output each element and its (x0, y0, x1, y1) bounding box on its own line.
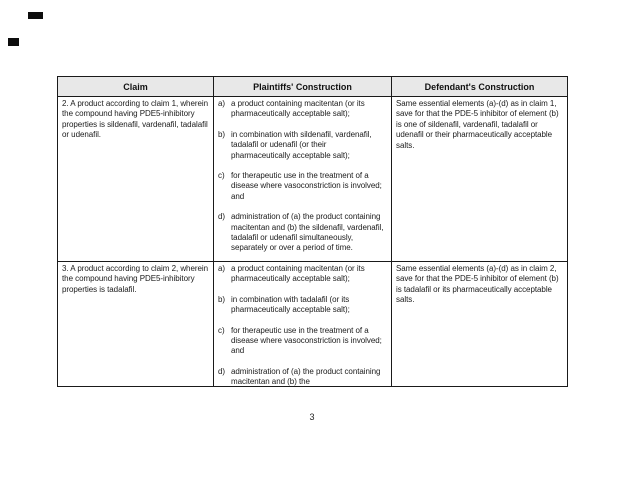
claim-cell (58, 262, 214, 387)
construction-item (218, 212, 387, 254)
item-text: for therapeutic use in the treatment of a disease where vasoconstriction is involved; and (231, 171, 382, 201)
scan-artifact-mark (8, 38, 19, 46)
defendants-construction-cell (392, 262, 568, 387)
item-text: administration of (a) the product containing macitentan and (b) the (231, 366, 381, 386)
column-header-defendants-construction: Defendant's Construction (392, 77, 568, 97)
table-row (58, 262, 568, 387)
column-header-claim: Claim (58, 77, 214, 97)
item-text: a product containing macitentan (or its pharmaceutically acceptable salt); (231, 99, 365, 119)
column-header-plaintiffs-construction: Plaintiffs' Construction (214, 77, 392, 97)
item-marker: c) (218, 171, 225, 181)
claim-cell (58, 97, 214, 262)
item-text: for therapeutic use in the treatment of a disease where vasoconstriction is involved; and (231, 325, 382, 356)
table-row (58, 97, 568, 262)
table-header-row (58, 77, 568, 97)
item-marker: a) (218, 264, 226, 273)
scan-artifact-mark (28, 12, 43, 19)
defendant-text: Same essential elements (a)-(d) as in claim 1, save for that the PDE-5 inhibitor of element (b) is one of sildenafil, vardenafil, tadalafil or udenafil or their pharmaceutically acceptable salts. (396, 99, 559, 150)
claim-construction-table (57, 76, 568, 387)
defendants-construction-cell (392, 97, 568, 262)
item-text: in combination with tadalafil (or its pharmaceutically acceptable salt); (231, 294, 350, 315)
plaintiffs-construction-cell (214, 97, 392, 262)
item-text: in combination with sildenafil, vardenafil, tadalafil or udenafil (or their pharmaceutically acceptable salt); (231, 129, 372, 160)
item-text: a product containing macitentan (or its pharmaceutically acceptable salt); (231, 264, 365, 284)
construction-item (218, 130, 387, 161)
plaintiffs-construction-cell (214, 262, 392, 387)
item-marker: a) (218, 99, 226, 108)
item-marker: b) (218, 129, 226, 139)
construction-item (218, 171, 387, 202)
item-marker: c) (218, 325, 225, 335)
item-marker: d) (218, 366, 226, 376)
item-marker: b) (218, 294, 226, 304)
construction-item (218, 264, 387, 285)
item-text: administration of (a) the product containing macitentan and (b) the sildenafil, vardenafil, tadalafil or udenafil simultaneously, separately or over a period of time. (231, 212, 384, 253)
claim-text: 3. A product according to claim 2, wherein the compound having PDE5-inhibitory properties is tadalafil. (62, 264, 208, 294)
item-marker: d) (218, 212, 226, 222)
construction-item (218, 99, 387, 120)
construction-item (218, 367, 387, 386)
construction-item (218, 326, 387, 357)
construction-item (218, 295, 387, 316)
claim-text: 2. A product according to claim 1, wherein the compound having PDE5-inhibitory properties is sildenafil, vardenafil, tadalafil or udenafil. (62, 99, 208, 140)
defendant-text: Same essential elements (a)-(d) as in claim 2, save for that the PDE-5 inhibitor of element (b) is tadalafil or its pharmaceutically acceptable salts. (396, 264, 559, 305)
page-number: 3 (309, 412, 315, 422)
